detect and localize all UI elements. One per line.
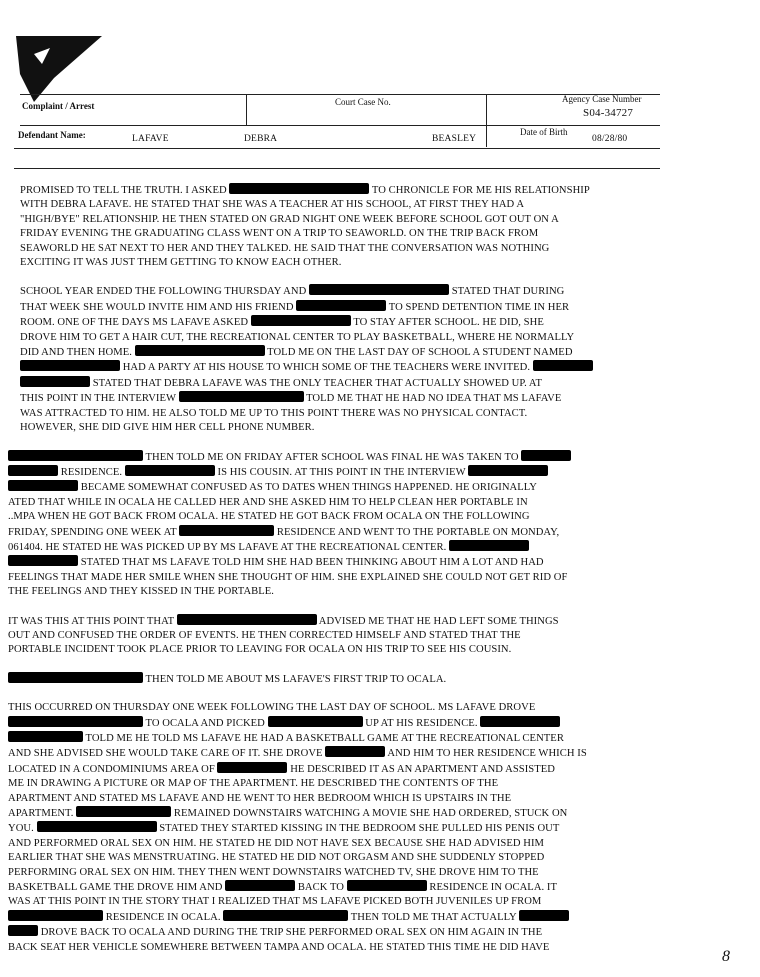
text-line: TO OCALA AND PICKED UP AT HIS RESIDENCE. xyxy=(8,716,678,731)
redaction xyxy=(8,555,78,566)
text-line: STATED THAT MS LAFAVE TOLD HIM SHE HAD BEEN THINKING ABOUT HIM A LOT AND HAD xyxy=(8,555,678,570)
dob-value: 08/28/80 xyxy=(592,134,628,144)
redaction xyxy=(268,716,363,727)
redaction xyxy=(8,910,103,921)
text-line: FEELINGS THAT MADE HER SMILE WHEN SHE THOUGHT OF HIM. SHE EXPLAINED SHE COULD NOT GET RID OF xyxy=(8,571,568,583)
redaction xyxy=(179,391,304,402)
redaction xyxy=(519,910,569,921)
paragraph-3 xyxy=(8,450,678,600)
text-line: THIS POINT IN THE INTERVIEW TOLD ME THAT HE HAD NO IDEA THAT MS LAFAVE xyxy=(20,393,562,405)
redaction xyxy=(76,806,171,817)
text-line: BASKETBALL GAME THE DROVE HIM AND BACK TO RESIDENCE IN OCALA. IT xyxy=(8,882,558,894)
defendant-last-name: LAFAVE xyxy=(132,134,169,144)
redaction xyxy=(223,910,348,921)
text-line: THAT WEEK SHE WOULD INVITE HIM AND HIS FRIEND TO SPEND DETENTION TIME IN HER xyxy=(20,301,570,313)
body-top-rule xyxy=(14,168,660,169)
text-line: "HIGH/BYE" RELATIONSHIP. HE THEN STATED ON GRAD NIGHT ONE WEEK BEFORE SCHOOL GOT OUT ON A xyxy=(20,213,559,225)
text-line: SEAWORLD HE SAT NEXT TO HER AND THEY TALKED. HE SAID THAT THE CONVERSATION WAS NOTHING xyxy=(20,242,550,254)
court-case-label: Court Case No. xyxy=(335,97,391,107)
header-divider-2 xyxy=(486,95,487,125)
paragraph-1 xyxy=(20,183,678,270)
paragraph-5 xyxy=(8,672,678,687)
redaction xyxy=(533,360,593,371)
redaction xyxy=(480,716,560,727)
redaction xyxy=(347,880,427,891)
text-line: DROVE HIM TO GET A HAIR CUT, THE RECREATIONAL CENTER TO PLAY BASKETBALL, WHERE HE NORMALLY xyxy=(20,331,575,343)
text-line: RESIDENCE IN OCALA. THEN TOLD ME THAT ACTUALLY xyxy=(8,910,678,925)
text-line: THEN TOLD ME ABOUT MS LAFAVE'S FIRST TRIP TO OCALA. xyxy=(8,672,678,687)
paragraph-6 xyxy=(8,701,678,955)
redaction xyxy=(8,925,38,936)
text-line: OUT AND CONFUSED THE ORDER OF EVENTS. HE THEN CORRECTED HIMSELF AND STATED THAT THE xyxy=(8,629,521,641)
redaction xyxy=(135,345,265,356)
text-line: ATED THAT WHILE IN OCALA HE CALLED HER AND SHE ASKED HIM TO HELP CLEAN HER PORTABLE IN xyxy=(8,496,528,508)
redaction xyxy=(8,731,83,742)
text-line: THIS OCCURRED ON THURSDAY ONE WEEK FOLLOWING THE LAST DAY OF SCHOOL. MS LAFAVE DROVE xyxy=(8,702,536,714)
text-line: ROOM. ONE OF THE DAYS MS LAFAVE ASKED TO STAY AFTER SCHOOL. HE DID, SHE xyxy=(20,317,544,329)
text-line: WAS AT THIS POINT IN THE STORY THAT I REALIZED THAT MS LAFAVE PICKED BOTH JUVENILES UP FROM xyxy=(8,896,542,908)
complaint-label: Complaint / Arrest xyxy=(22,101,95,111)
text-line: BECAME SOMEWHAT CONFUSED AS TO DATES WHEN THINGS HAPPENED. HE ORIGINALLY xyxy=(8,480,678,495)
defendant-first-name: DEBRA xyxy=(244,134,278,144)
text-line: ..MPA WHEN HE GOT BACK FROM OCALA. HE STATED HE GOT BACK FROM OCALA ON THE FOLLOWING xyxy=(8,511,530,523)
redaction xyxy=(449,540,529,551)
text-line: APARTMENT AND STATED MS LAFAVE AND HE WENT TO HER BEDROOM WHICH IS UPSTAIRS IN THE xyxy=(8,792,512,804)
handwritten-page-mark: 8 xyxy=(722,948,730,965)
redaction xyxy=(251,315,351,326)
text-line: YOU. STATED THEY STARTED KISSING IN THE BEDROOM SHE PULLED HIS PENIS OUT xyxy=(8,823,560,835)
text-line: PORTABLE INCIDENT TOOK PLACE PRIOR TO LEAVING FOR OCALA ON HIS TRIP TO SEE HIS COUSIN. xyxy=(8,644,512,656)
text-line: LOCATED IN A CONDOMINIUMS AREA OF HE DESCRIBED IT AS AN APARTMENT AND ASSISTED xyxy=(8,763,555,775)
redaction xyxy=(8,480,78,491)
text-line: SCHOOL YEAR ENDED THE FOLLOWING THURSDAY AND STATED THAT DURING xyxy=(20,286,565,298)
redaction xyxy=(8,450,143,461)
header-mid-rule xyxy=(20,125,660,126)
text-line: EXCITING IT WAS JUST THEM GETTING TO KNOW EACH OTHER. xyxy=(20,257,342,269)
text-line: DID AND THEN HOME. TOLD ME ON THE LAST DAY OF SCHOOL A STUDENT NAMED xyxy=(20,347,573,359)
header-bottom-rule xyxy=(14,148,660,149)
text-line: WAS ATTRACTED TO HIM. HE ALSO TOLD ME UP TO THIS POINT THERE WAS NO PHYSICAL CONTACT. xyxy=(20,407,528,419)
text-line: APARTMENT. REMAINED DOWNSTAIRS WATCHING A MOVIE SHE HAD ORDERED, STUCK ON xyxy=(8,808,568,820)
text-line: IT WAS THIS AT THIS POINT THAT ADVISED ME THAT HE HAD LEFT SOME THINGS xyxy=(8,615,559,627)
text-line: AND PERFORMED ORAL SEX ON HIM. HE STATED HE DID NOT HAVE SEX BECAUSE SHE HAD ADVISED HIM xyxy=(8,837,544,849)
paragraph-2 xyxy=(20,284,678,435)
redaction xyxy=(8,465,58,476)
redaction xyxy=(296,300,386,311)
header-divider-1 xyxy=(246,95,247,125)
redaction xyxy=(20,376,90,387)
redaction xyxy=(8,716,143,727)
text-line: HOWEVER, SHE DID GIVE HIM HER CELL PHONE NUMBER. xyxy=(20,422,315,434)
text-line: HAD A PARTY AT HIS HOUSE TO WHICH SOME OF THE TEACHERS WERE INVITED. xyxy=(20,360,678,375)
redaction xyxy=(179,525,274,536)
text-line: BACK SEAT HER VEHICLE SOMEWHERE BETWEEN TAMPA AND OCALA. HE STATED THIS TIME HE DID HAVE xyxy=(8,941,550,953)
header-divider-3 xyxy=(486,125,487,147)
report-narrative xyxy=(8,183,678,955)
text-line: ME IN DRAWING A PICTURE OR MAP OF THE APARTMENT. HE DESCRIBED THE CONTENTS OF THE xyxy=(8,778,499,790)
agency-case-number: S04-34727 xyxy=(583,107,634,119)
text-line: EARLIER THAT SHE WAS MENSTRUATING. HE STATED HE DID NOT ORGASM AND SHE SUDDENLY STOPPED xyxy=(8,852,545,864)
text-line: PERFORMING ORAL SEX ON HIM. THEY THEN WENT DOWNSTAIRS WATCHED TV, SHE DROVE HIM TO THE xyxy=(8,866,539,878)
text-line: 061404. HE STATED HE WAS PICKED UP BY MS LAFAVE AT THE RECREATIONAL CENTER. xyxy=(8,540,678,555)
text-line: THEN TOLD ME ON FRIDAY AFTER SCHOOL WAS FINAL HE WAS TAKEN TO xyxy=(8,450,678,465)
redaction xyxy=(37,821,157,832)
dob-label: Date of Birth xyxy=(520,127,568,137)
redaction xyxy=(521,450,571,461)
redaction xyxy=(229,183,369,194)
redaction xyxy=(8,672,143,683)
text-line: AND SHE ADVISED SHE WOULD TAKE CARE OF IT. SHE DROVE AND HIM TO HER RESIDENCE WHICH IS xyxy=(8,748,587,760)
agency-case-label: Agency Case Number xyxy=(562,94,642,104)
text-line: PROMISED TO TELL THE TRUTH. I ASKED TO CHRONICLE FOR ME HIS RELATIONSHIP xyxy=(20,185,590,196)
text-line: THE FEELINGS AND THEY KISSED IN THE PORTABLE. xyxy=(8,586,274,598)
redaction xyxy=(20,360,120,371)
text-line: WITH DEBRA LAFAVE. HE STATED THAT SHE WAS A TEACHER AT HIS SCHOOL, AT FIRST THEY HAD A xyxy=(20,199,525,211)
text-line: DROVE BACK TO OCALA AND DURING THE TRIP SHE PERFORMED ORAL SEX ON HIM AGAIN IN THE xyxy=(8,925,678,940)
text-line: RESIDENCE. IS HIS COUSIN. AT THIS POINT IN THE INTERVIEW xyxy=(8,465,678,480)
text-line: FRIDAY, SPENDING ONE WEEK AT RESIDENCE AND WENT TO THE PORTABLE ON MONDAY, xyxy=(8,526,560,538)
text-line: FRIDAY EVENING THE GRADUATING CLASS WENT ON A TRIP TO SEAWORLD. ON THE TRIP BACK FROM xyxy=(20,228,539,240)
defendant-label: Defendant Name: xyxy=(18,130,86,140)
redaction xyxy=(468,465,548,476)
paragraph-4 xyxy=(8,614,678,658)
redaction xyxy=(177,614,317,625)
redaction xyxy=(125,465,215,476)
redaction xyxy=(325,746,385,757)
redaction xyxy=(217,762,287,773)
text-line: TOLD ME HE TOLD MS LAFAVE HE HAD A BASKETBALL GAME AT THE RECREATIONAL CENTER xyxy=(8,731,678,746)
redaction xyxy=(225,880,295,891)
text-line: STATED THAT DEBRA LAFAVE WAS THE ONLY TEACHER THAT ACTUALLY SHOWED UP. AT xyxy=(20,376,678,391)
redaction xyxy=(309,284,449,295)
defendant-middle-name: BEASLEY xyxy=(432,134,477,144)
